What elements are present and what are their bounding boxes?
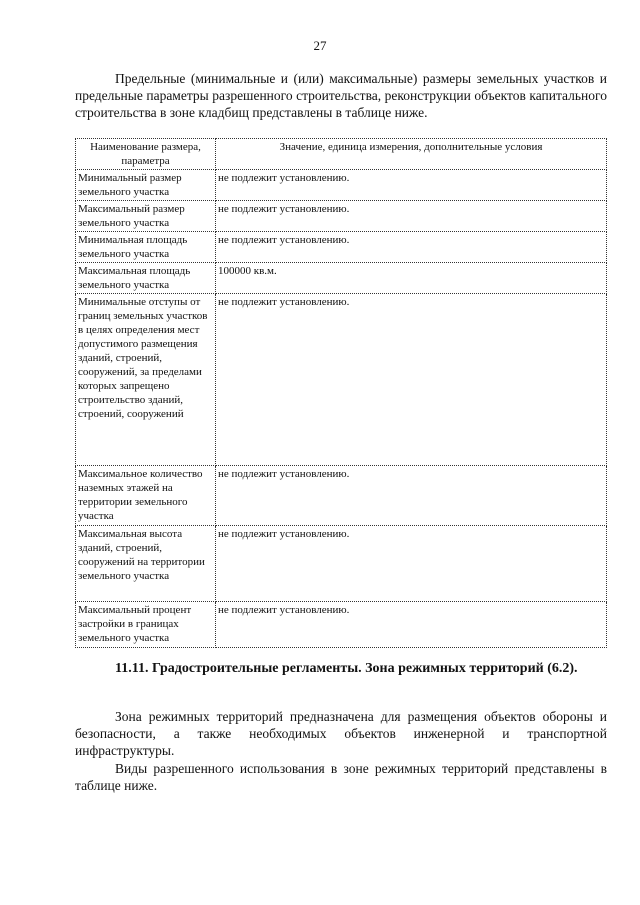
parameters-table [75,138,607,648]
table-row [76,201,607,232]
row-value: не подлежит установлению. [216,201,607,232]
row-value: не подлежит установлению. [216,602,607,648]
section-heading: 11.11. Градостроительные регламенты. Зона режимных территорий (6.2). [115,661,578,676]
header-parameter-value: Значение, единица измерения, дополнительные условия [216,139,607,170]
row-name: Максимальная высота зданий, строений, сооружений на территории земельного участка [76,526,216,602]
table-row [76,170,607,201]
row-name: Максимальное количество наземных этажей на территории земельного участка [76,466,216,526]
row-value: не подлежит установлению. [216,232,607,263]
header-parameter-name: Наименование размера, параметра [76,139,216,170]
row-value: 100000 кв.м. [216,263,607,294]
table-row [76,263,607,294]
page-number: 27 [313,38,327,53]
table-row [76,526,607,602]
intro-paragraph: Предельные (минимальные и (или) максимальные) размеры земельных участков и предельные параметры разрешенного строительства, реконструкции объектов капитального строительства в зоне кладбищ представлены в таблице ниже. [75,71,607,120]
table-header-row [76,139,607,170]
row-value: не подлежит установлению. [216,466,607,526]
row-value: не подлежит установлению. [216,294,607,466]
row-name: Минимальные отступы от границ земельных участков в целях определения мест допустимого размещения зданий, строений, сооружений, за пределами которых запрещено строительство зданий, строений, сооружений [76,294,216,466]
row-value: не подлежит установлению. [216,526,607,602]
table-row [76,294,607,466]
zone-description-paragraph: Зона режимных территорий предназначена для размещения объектов обороны и безопасности, а также необходимых объектов инженерной и транспортной инфраструктуры. [75,709,607,758]
table-row [76,466,607,526]
row-name: Максимальный процент застройки в границах земельного участка [76,602,216,648]
row-value: не подлежит установлению. [216,170,607,201]
row-name: Минимальный размер земельного участка [76,170,216,201]
row-name: Минимальная площадь земельного участка [76,232,216,263]
permitted-use-paragraph: Виды разрешенного использования в зоне режимных территорий представлены в таблице ниже. [75,761,607,793]
table-row [76,232,607,263]
row-name: Максимальная площадь земельного участка [76,263,216,294]
table-row [76,602,607,648]
row-name: Максимальный размер земельного участка [76,201,216,232]
